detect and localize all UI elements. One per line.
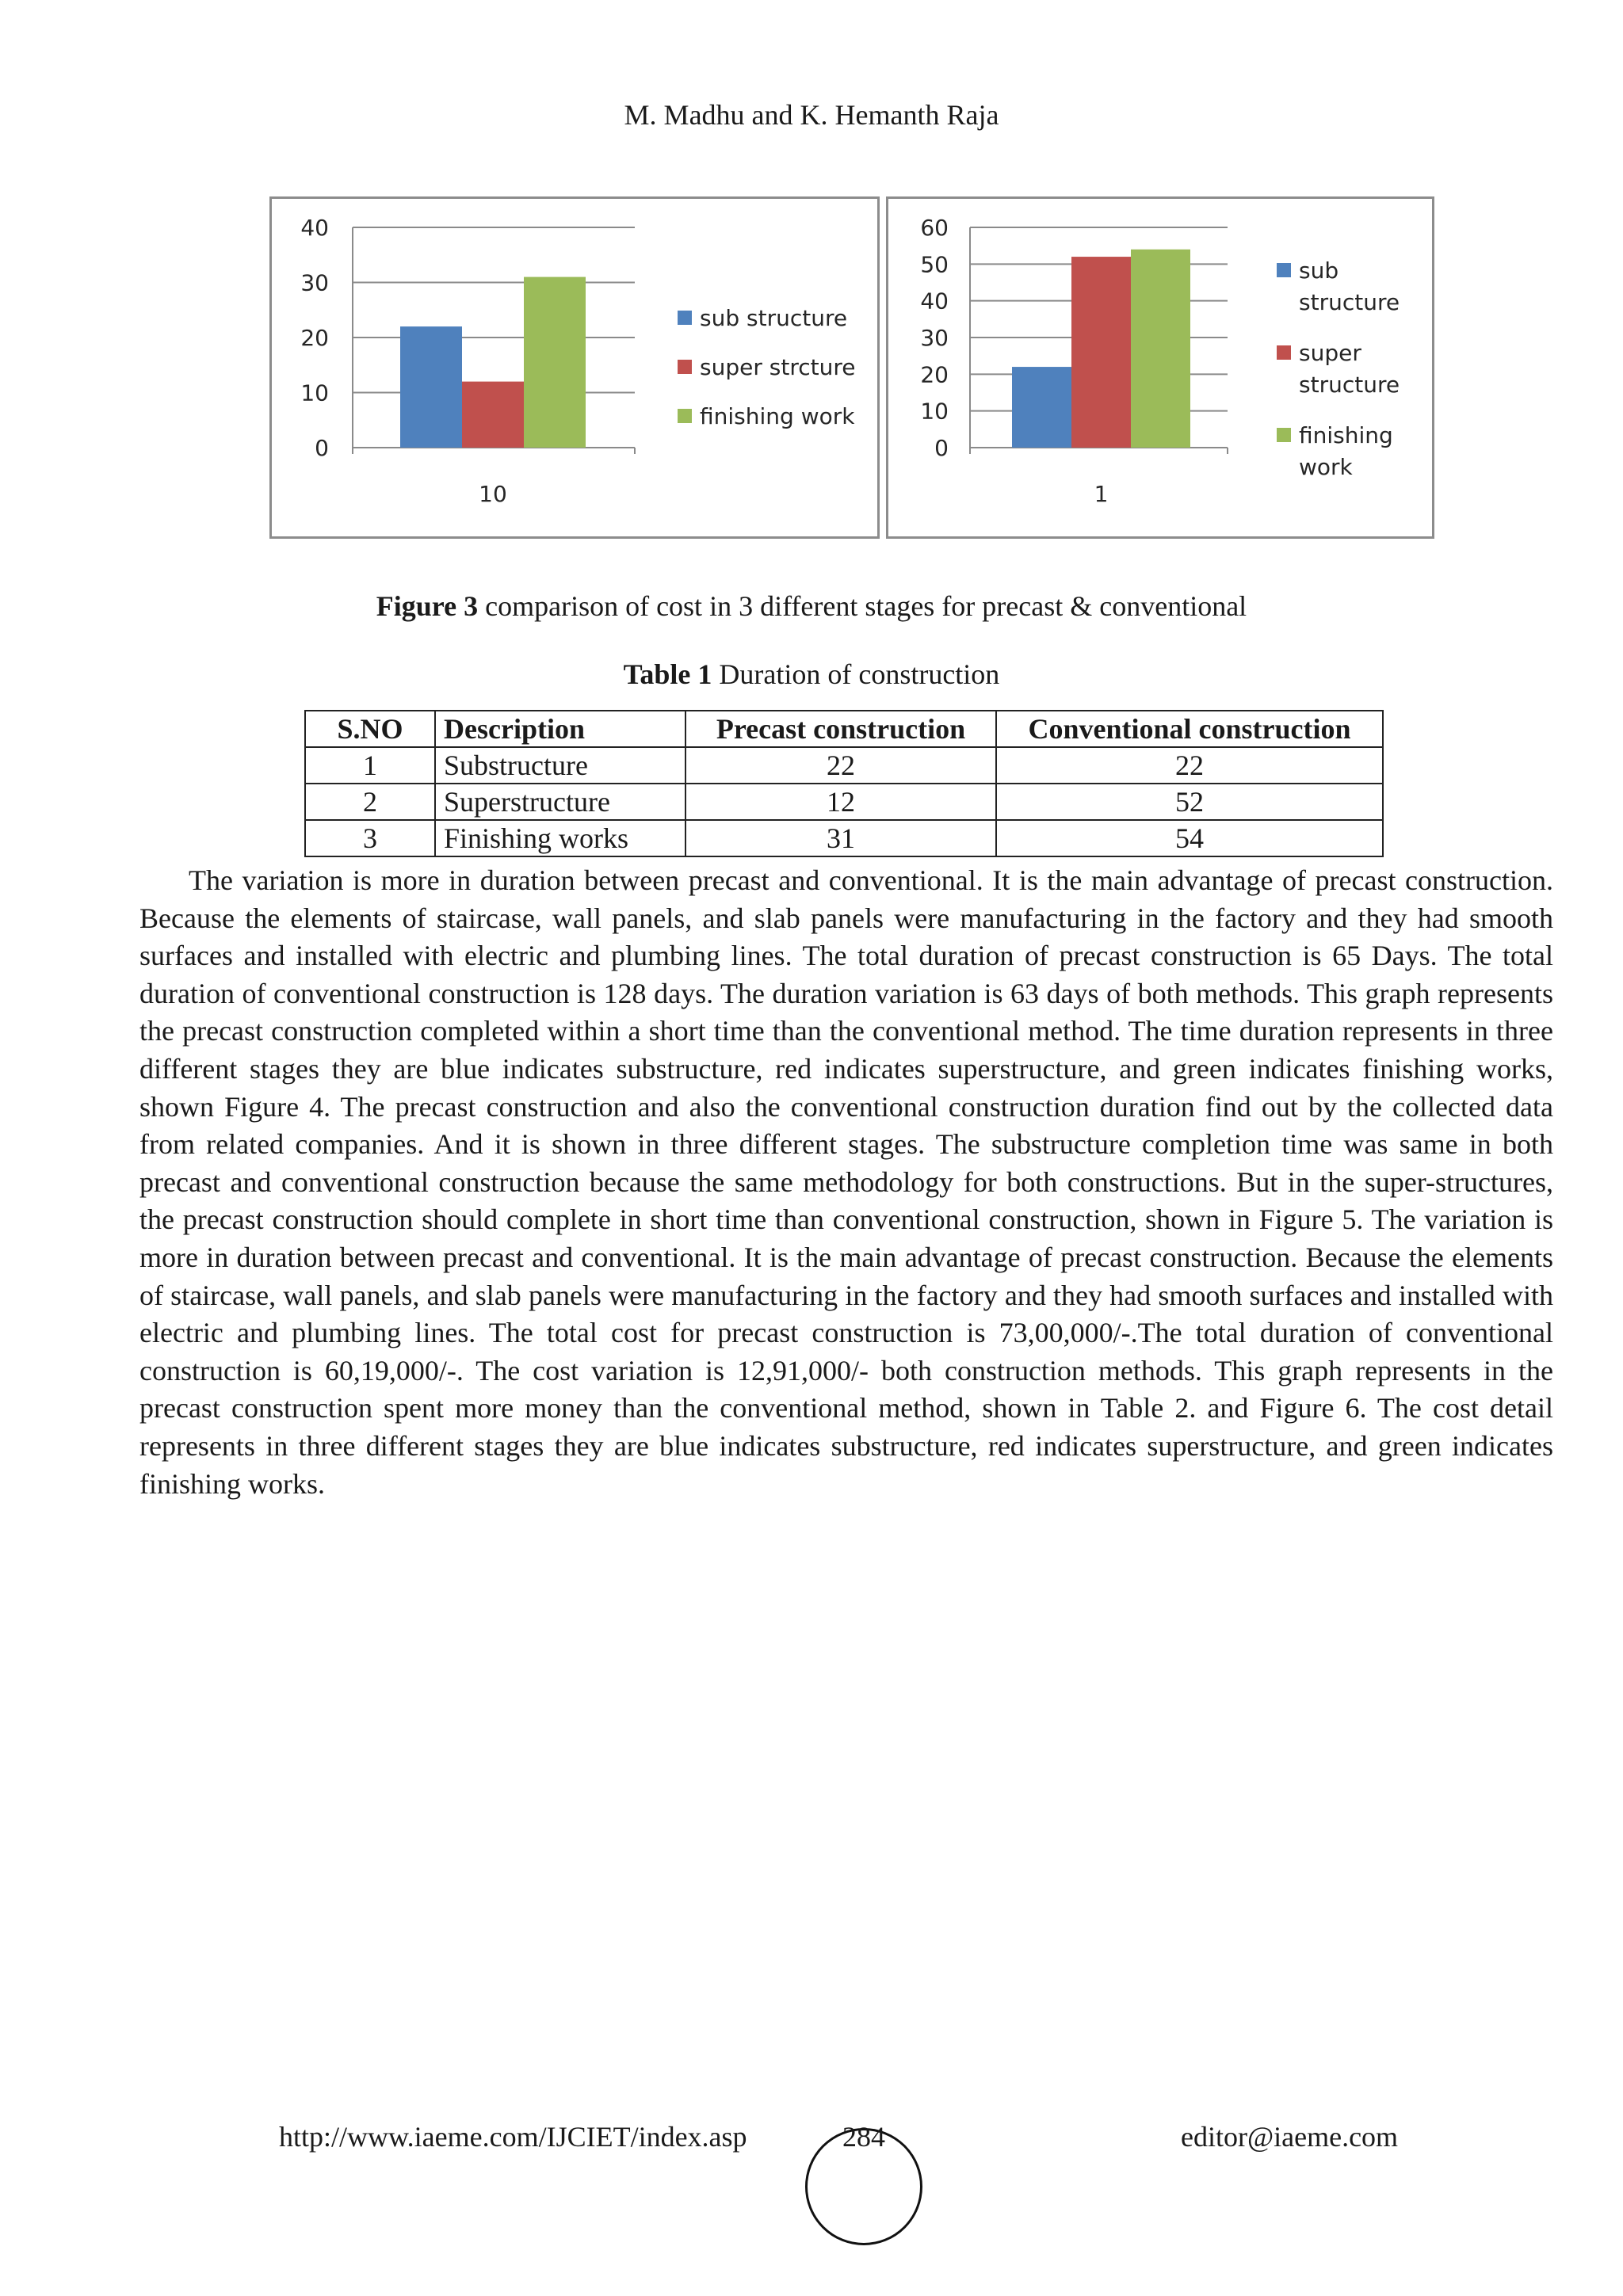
cost-chart-right — [886, 196, 1434, 539]
legend-swatch — [1277, 345, 1291, 360]
table-row — [305, 820, 1383, 856]
header-conventional: Conventional construction — [996, 711, 1383, 747]
header-precast: Precast construction — [685, 711, 996, 747]
bar — [462, 382, 524, 448]
y-tick-label: 0 — [934, 435, 949, 461]
cell-sno: 3 — [305, 820, 435, 856]
table-caption-text: Duration of construction — [712, 658, 1000, 690]
duration-table — [304, 710, 1384, 857]
x-tick-label: 1 — [1094, 481, 1109, 507]
legend-swatch — [1277, 263, 1291, 277]
cell-sno: 2 — [305, 784, 435, 820]
y-tick-label: 20 — [920, 361, 949, 388]
cell-precast: 31 — [685, 820, 996, 856]
legend-swatch — [678, 409, 692, 423]
y-tick-label: 0 — [315, 435, 329, 461]
table-row — [305, 747, 1383, 784]
y-tick-label: 30 — [920, 325, 949, 351]
chart-left-svg — [272, 199, 877, 536]
legend-label: sub — [1299, 257, 1339, 284]
x-tick-label: 10 — [479, 481, 507, 507]
footer-email-link[interactable]: editor@iaeme.com — [1181, 2121, 1399, 2153]
bar — [400, 326, 462, 448]
y-tick-label: 50 — [920, 251, 949, 278]
body-paragraph: The variation is more in duration between precast and conventional. It is the main advantage of precast construction. Because the elements of staircase, wall panels, and slab panels were manufacturing in the factory and they had smooth surfaces and installed with electric and plumbing lines. The total duration of precast construction is 65 Days. The total duration of conventional construction is 128 days. The duration variation is 63 days of both methods. This graph represents the precast construction completed within a short time than the conventional method. The time duration represents in three different stages they are blue indicates substructure, red indicates superstructure, and green indicates finishing works, shown Figure 4. The precast construction and also the conventional construction duration find out by the collected data from related companies. And it is shown in three different stages. The substructure completion time was same in both precast and conventional construction because the same methodology for both constructions. But in the super-structures, the precast construction should complete in short time than conventional construction, shown in Figure 5. The variation is more in duration between precast and conventional. It is the main advantage of precast construction. Because the elements of staircase, wall panels, and slab panels were manufacturing in the factory and they had smooth surfaces and installed with electric and plumbing lines. The total cost for precast construction is 73,00,000/-.The total duration of conventional construction is 60,19,000/-. The cost variation is 12,91,000/- both construction methods. This graph represents in the precast construction spent more money than the conventional method, shown in Table 2. and Figure 6. The cost detail represents in three different stages they are blue indicates substructure, red indicates superstructure, and green indicates finishing works. — [139, 864, 1553, 1500]
y-tick-label: 20 — [300, 325, 329, 351]
figure-caption-label: Figure 3 — [376, 590, 479, 622]
legend-label: finishing work — [700, 403, 855, 429]
legend-label: super — [1299, 340, 1361, 366]
legend-label: sub structure — [700, 305, 848, 331]
cell-conventional: 22 — [996, 747, 1383, 784]
bar — [1012, 367, 1071, 448]
bar — [524, 277, 586, 448]
legend-swatch — [678, 360, 692, 374]
bar — [1071, 257, 1131, 448]
cell-conventional: 54 — [996, 820, 1383, 856]
cost-chart-left — [269, 196, 880, 539]
table-row — [305, 784, 1383, 820]
footer-url-link[interactable]: http://www.iaeme.com/IJCIET/index.asp — [279, 2121, 747, 2153]
cell-description: Finishing works — [435, 820, 685, 856]
legend-label: finishing — [1299, 422, 1393, 448]
running-header: M. Madhu and K. Hemanth Raja — [624, 99, 999, 131]
legend-label: work — [1299, 454, 1353, 480]
y-tick-label: 60 — [920, 215, 949, 241]
header-sno: S.NO — [305, 711, 435, 747]
figure-caption — [0, 589, 1623, 623]
y-tick-label: 10 — [920, 398, 949, 425]
legend-label: structure — [1299, 372, 1400, 398]
cell-description: Substructure — [435, 747, 685, 784]
y-tick-label: 10 — [300, 379, 329, 406]
table-caption — [0, 658, 1623, 691]
y-tick-label: 30 — [300, 269, 329, 296]
y-tick-label: 40 — [920, 288, 949, 315]
legend-label: super strcture — [700, 354, 856, 380]
header-description: Description — [435, 711, 685, 747]
cell-conventional: 52 — [996, 784, 1383, 820]
legend-swatch — [1277, 428, 1291, 442]
cell-description: Superstructure — [435, 784, 685, 820]
page-number: 284 — [842, 2121, 885, 2153]
legend-label: structure — [1299, 289, 1400, 315]
y-tick-label: 40 — [300, 215, 329, 241]
legend-swatch — [678, 311, 692, 325]
cell-sno: 1 — [305, 747, 435, 784]
cell-precast: 12 — [685, 784, 996, 820]
figure-caption-text: comparison of cost in 3 different stages for precast & conventional — [478, 590, 1247, 622]
table-caption-label: Table 1 — [623, 658, 712, 690]
table-header-row — [305, 711, 1383, 747]
bar — [1131, 250, 1190, 448]
chart-right-svg — [888, 199, 1432, 536]
cell-precast: 22 — [685, 747, 996, 784]
